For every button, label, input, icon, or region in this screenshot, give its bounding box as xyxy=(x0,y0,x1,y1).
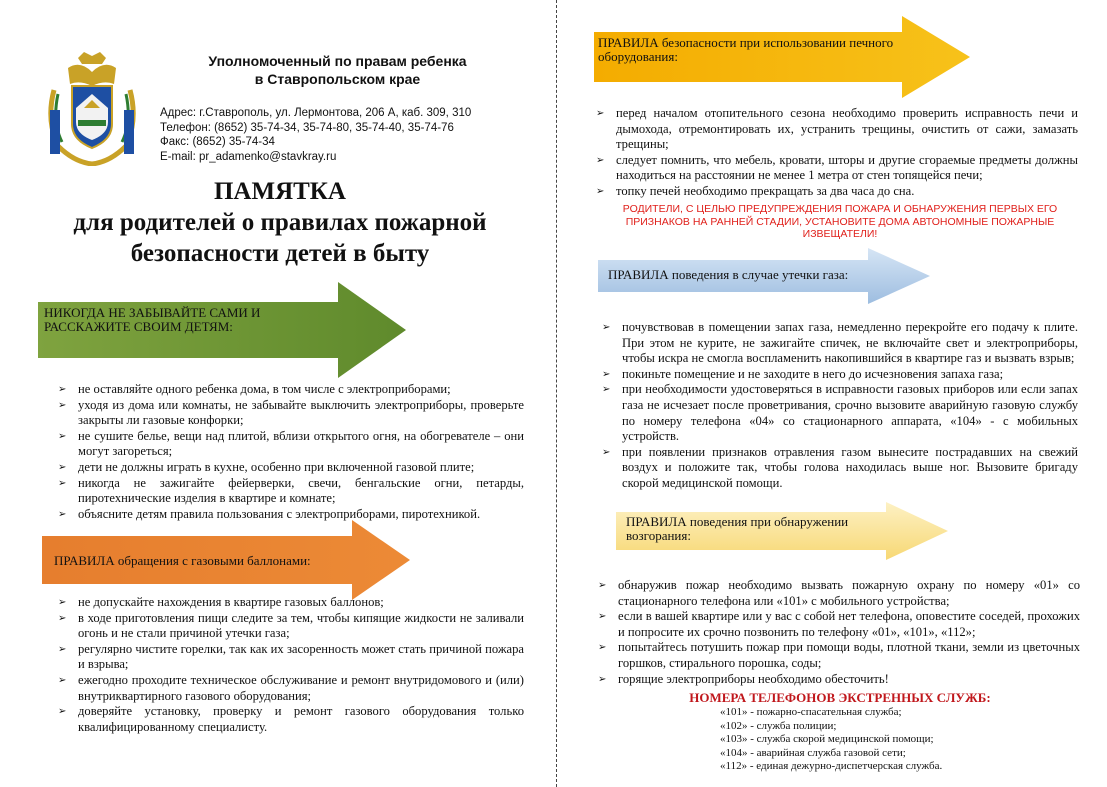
emergency-phones-list xyxy=(720,706,1060,774)
yellow-arrow-banner xyxy=(592,14,972,100)
contact-block xyxy=(160,106,520,164)
bullet-arrow-icon: ➢ xyxy=(58,399,67,411)
bullet-arrow-icon: ➢ xyxy=(598,611,607,623)
list-item: ➢ при необходимости удостоверяться в исправности газовых приборов или если запах газа не исчезает после проветривания, срочно вызовите аварийную газовую службу по номеру телефона «04» со стационарного аппарата, «104» - с мобильных устройств. xyxy=(602,382,1078,444)
blue-arrow-banner xyxy=(596,246,932,306)
bullet-arrow-icon: ➢ xyxy=(602,322,611,333)
list-item: ➢ следует помнить, что мебель, кровати, шторы и другие сгораемые предметы должны находиться на расстоянии не менее 1 метра от стен топящейся печи; xyxy=(596,152,1078,183)
green-arrow-banner xyxy=(36,280,408,380)
fax-text: Факс: (8652) 35-74-34 xyxy=(160,136,275,148)
memo-title-line3: безопасности детей в быту xyxy=(130,240,430,267)
bullet-arrow-icon: ➢ xyxy=(58,384,67,395)
phone-item: «104» - аварийная служба газовой сети; xyxy=(720,746,906,759)
list-gas-cylinders xyxy=(56,595,524,735)
list-item: ➢ обнаружив пожар необходимо вызвать пожарную охрану по номеру «01» со стационарного телефона или «101» с мобильного устройства; xyxy=(598,578,1080,608)
bullet-arrow-icon: ➢ xyxy=(596,108,605,119)
list-item: ➢ покиньте помещение и не заходите в него до исчезновения запаха газа; xyxy=(602,366,1004,381)
section-title-gas-leak: ПРАВИЛА поведения в случае утечки газа: xyxy=(608,267,849,282)
phone-item: «101» - пожарно-спасательная служба; xyxy=(720,706,902,718)
section-title-stove-safety: ПРАВИЛА безопасности при использовании печного оборудования: xyxy=(598,35,894,64)
bullet-arrow-icon: ➢ xyxy=(58,477,67,489)
organization-name-line1: Уполномоченный по правам ребенка xyxy=(208,53,467,69)
bullet-arrow-icon: ➢ xyxy=(58,597,67,608)
bullet-arrow-icon: ➢ xyxy=(598,673,607,685)
bullet-arrow-icon: ➢ xyxy=(596,185,605,197)
list-item: ➢ не оставляйте одного ребенка дома, в том числе с электроприборами; xyxy=(58,382,451,396)
phone-item: «103» - служба скорой медицинской помощи; xyxy=(720,733,934,745)
bullet-arrow-icon: ➢ xyxy=(58,643,67,655)
section-title-fire-detection: ПРАВИЛА поведения при обнаружении возгорания: xyxy=(626,514,849,543)
list-item: ➢ никогда не зажигайте фейерверки, свечи, бенгальские огни, петарды, пиротехнические изделия в квартире и комнате; xyxy=(58,475,524,506)
list-item: ➢ не сушите белье, вещи над плитой, вблизи открытого огня, на обогревателе – они могут загореться; xyxy=(58,428,524,459)
bullet-arrow-icon: ➢ xyxy=(58,674,67,686)
list-item: ➢ перед началом отопительного сезона необходимо проверить исправность печи и дымохода, отремонтировать их, устранить трещины, очистить от сажи, замазать трещины; xyxy=(596,106,1078,152)
list-item: ➢ в ходе приготовления пищи следите за тем, чтобы кипящие жидкости не заливали огонь и не стали причиной утечки газа; xyxy=(58,610,524,641)
bullet-arrow-icon: ➢ xyxy=(598,580,607,591)
list-item: ➢ регулярно чистите горелки, так как их засоренность может стать причиной пожара и взрыва; xyxy=(58,641,524,672)
bullet-arrow-icon: ➢ xyxy=(58,612,67,624)
list-item: ➢ дети не должны играть в кухне, особенно при включенной газовой плите; xyxy=(58,459,475,474)
list-gas-leak xyxy=(600,320,1078,492)
list-item: ➢ горящие электроприборы необходимо обесточить! xyxy=(598,671,889,686)
bullet-arrow-icon: ➢ xyxy=(596,154,605,166)
list-item: ➢ топку печей необходимо прекращать за два часа до сна. xyxy=(596,183,915,198)
list-fire-detection xyxy=(596,578,1080,687)
section-title-gas-cylinders: ПРАВИЛА обращения с газовыми баллонами: xyxy=(54,553,311,568)
memo-title-line1: ПАМЯТКА xyxy=(213,178,346,205)
fire-detector-warning: РОДИТЕЛИ, С ЦЕЛЬЮ ПРЕДУПРЕЖДЕНИЯ ПОЖАРА И ОБНАРУЖЕНИЯ ПЕРВЫХ ЕГО ПРИЗНАКОВ НА РАННЕЙ СТАДИИ, УСТАНОВИТЕ ДОМА АВТОНОМНЫЕ ПОЖАРНЫЕ ИЗВЕЩАТЕЛИ! xyxy=(622,203,1058,240)
bullet-arrow-icon: ➢ xyxy=(58,508,67,520)
list-item: ➢ если в вашей квартире или у вас с собой нет телефона, оповестите соседей, прохожих и попросите их срочно позвонить по телефону «01», «101», «112»; xyxy=(598,609,1080,639)
list-stove-safety xyxy=(594,106,1078,200)
section-title-never-forget: НИКОГДА НЕ ЗАБЫВАЙТЕ САМИ И РАССКАЖИТЕ СВОИМ ДЕТЯМ: xyxy=(44,305,261,334)
list-item: ➢ объясните детям правила пользования с электроприборами, пиротехникой. xyxy=(58,506,481,521)
bullet-arrow-icon: ➢ xyxy=(58,461,67,473)
list-item: ➢ при появлении признаков отравления газом вынесите пострадавших на свежий воздух и положите так, чтобы голова находилась выше ног. Вызовите бригаду скорой медицинской помощи. xyxy=(602,444,1078,490)
phone-item: «102» - служба полиции; xyxy=(720,719,837,732)
bullet-arrow-icon: ➢ xyxy=(58,706,67,718)
bullet-arrow-icon: ➢ xyxy=(602,446,611,458)
stavropol-coat-of-arms-emblem xyxy=(44,50,140,166)
list-item: ➢ уходя из дома или комнаты, не забывайте выключить электроприборы, проверьте закрыты ли газовые конфорки; xyxy=(58,397,524,428)
phone-text: Телефон: (8652) 35-74-34, 35-74-80, 35-74-40, 35-74-76 xyxy=(160,121,454,134)
bullet-arrow-icon: ➢ xyxy=(58,430,67,442)
bullet-arrow-icon: ➢ xyxy=(598,642,607,654)
list-never-forget xyxy=(56,382,524,522)
list-item: ➢ почувствовав в помещении запах газа, немедленно перекройте его подачу к плите. При этом не курите, не зажигайте спичек, не включайте свет и электроприборы, чтобы искра не смогла воспламенить накопившийся в квартире газ и вызвать взрыв; xyxy=(602,320,1078,366)
bullet-arrow-icon: ➢ xyxy=(602,368,611,380)
organization-name xyxy=(160,52,515,88)
organization-name-line2: в Ставропольском крае xyxy=(254,71,421,87)
list-item: ➢ не допускайте нахождения в квартире газовых баллонов; xyxy=(58,595,384,609)
address-text: Адрес: г.Ставрополь, ул. Лермонтова, 206 А, каб. 309, 310 xyxy=(160,107,472,119)
emergency-phones-title: НОМЕРА ТЕЛЕФОНОВ ЭКСТРЕННЫХ СЛУЖБ: xyxy=(689,690,991,705)
cream-arrow-banner xyxy=(614,500,950,562)
list-item: ➢ доверяйте установку, проверку и ремонт газового оборудования только квалифицированному специалисту. xyxy=(58,704,524,734)
phone-item: «112» - единая дежурно-диспетчерская служба. xyxy=(720,760,943,772)
bullet-arrow-icon: ➢ xyxy=(602,384,611,396)
email-text: E-mail: pr_adamenko@stavkray.ru xyxy=(160,150,337,163)
memo-title-line2: для родителей о правилах пожарной xyxy=(73,209,487,236)
orange-arrow-banner xyxy=(40,518,412,602)
column-divider xyxy=(556,0,557,787)
list-item: ➢ попытайтесь потушить пожар при помощи воды, плотной ткани, земли из цветочных горшков, стирального порошка, соды; xyxy=(598,640,1080,670)
memo-title xyxy=(30,176,530,269)
list-item: ➢ ежегодно проходите техническое обслуживание и ремонт внутридомового и (или) внутриквартирного газового оборудования; xyxy=(58,672,524,703)
